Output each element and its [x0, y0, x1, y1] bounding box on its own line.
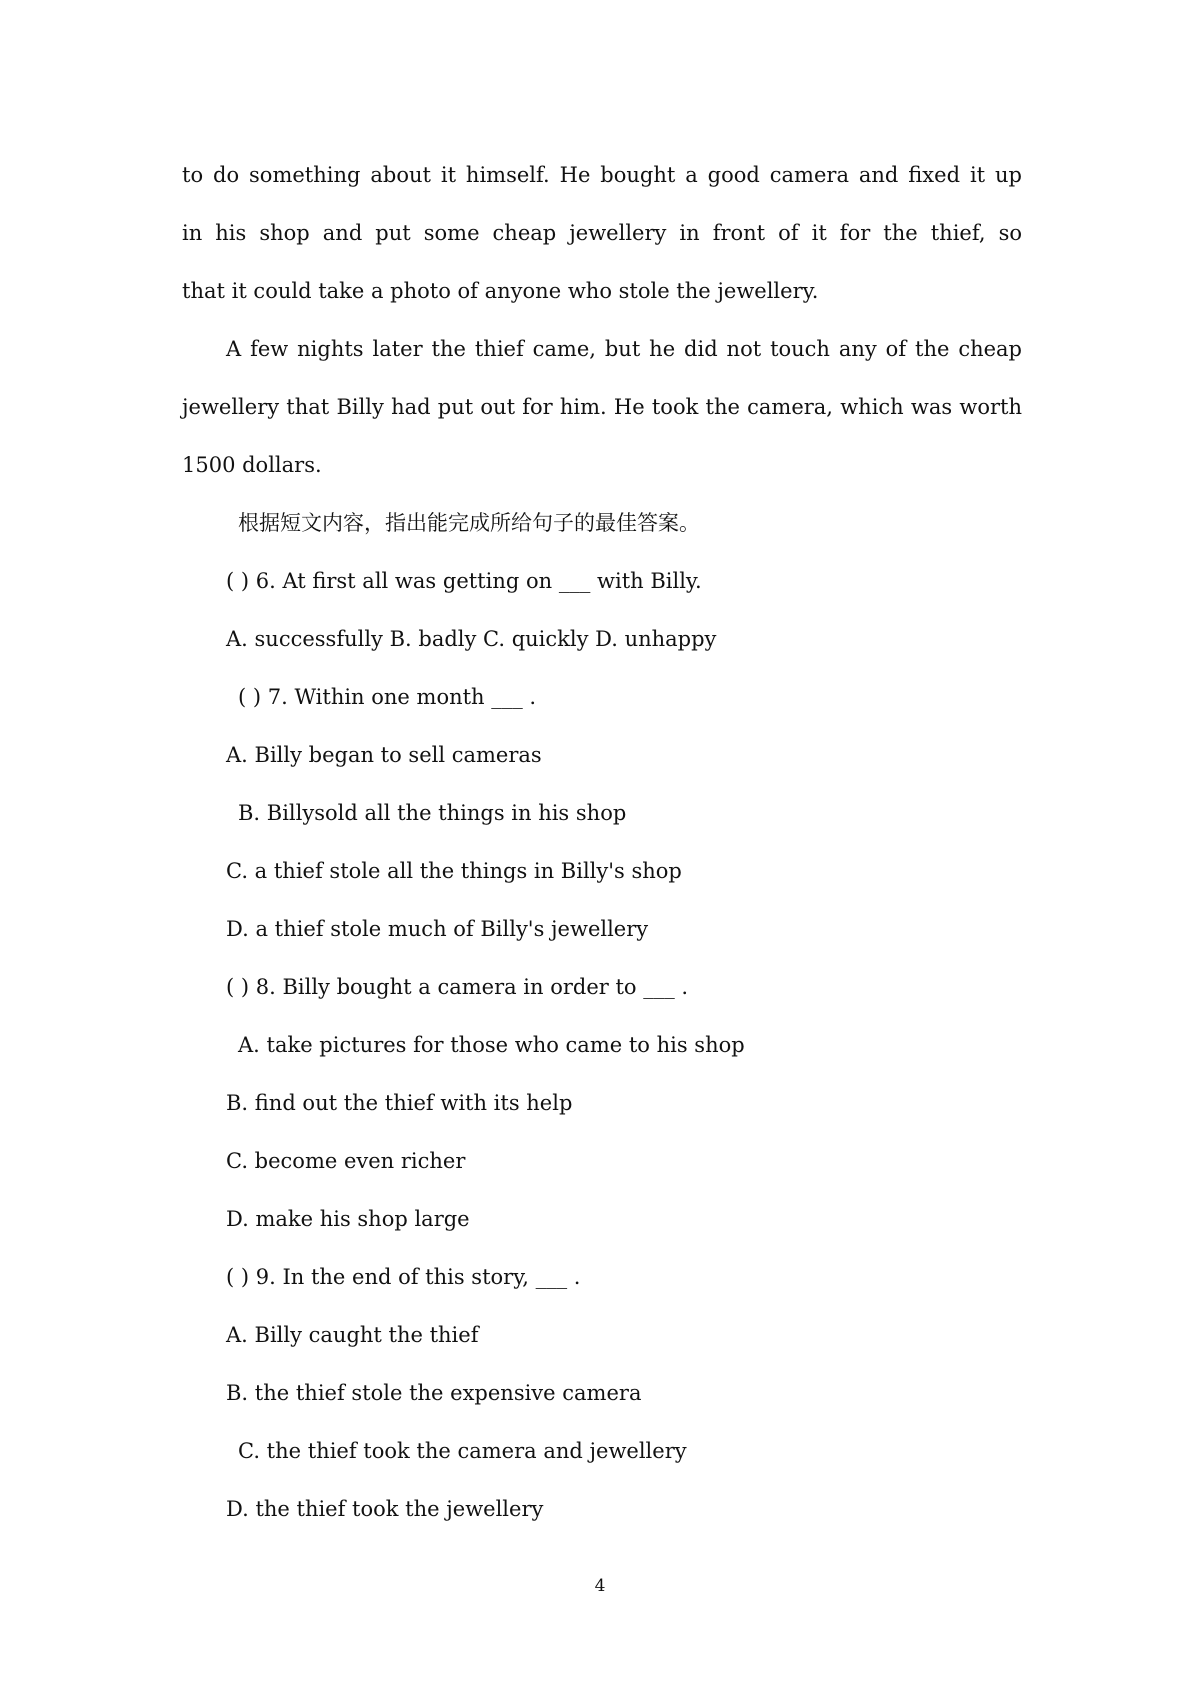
passage-line: in his shop and put some cheap jewellery in front of it for the thief, so [182, 221, 1022, 245]
passage-line: 1500 dollars. [182, 453, 322, 477]
question-8-option-c: C. become even richer [226, 1149, 466, 1173]
question-9-option-a: A. Billy caught the thief [226, 1323, 479, 1347]
question-8-stem: ( ) 8. Billy bought a camera in order to ___ . [226, 975, 689, 999]
instruction-text: 根据短文内容，指出能完成所给句子的最佳答案。 [238, 511, 700, 535]
question-9-option-c: C. the thief took the camera and jewellery [238, 1439, 687, 1463]
question-9-option-d: D. the thief took the jewellery [226, 1497, 544, 1521]
question-7-stem: ( ) 7. Within one month ___ . [238, 685, 537, 709]
passage-line: that it could take a photo of anyone who stole the jewellery. [182, 279, 819, 303]
question-7-option-b: B. Billysold all the things in his shop [238, 801, 627, 825]
question-6-options: A. successfully B. badly C. quickly D. unhappy [226, 627, 717, 651]
question-7-option-a: A. Billy began to sell cameras [226, 743, 542, 767]
question-8-option-b: B. find out the thief with its help [226, 1091, 573, 1115]
page-number: 4 [594, 1576, 606, 1596]
question-9-option-b: B. the thief stole the expensive camera [226, 1381, 642, 1405]
passage-line: jewellery that Billy had put out for him. He took the camera, which was worth [182, 395, 1022, 419]
passage-line: to do something about it himself. He bought a good camera and fixed it up [182, 163, 1022, 187]
question-7-option-d: D. a thief stole much of Billy's jewellery [226, 917, 649, 941]
question-8-option-d: D. make his shop large [226, 1207, 470, 1231]
question-9-stem: ( ) 9. In the end of this story, ___ . [226, 1265, 581, 1289]
question-7-option-c: C. a thief stole all the things in Billy's shop [226, 859, 682, 883]
passage-line: A few nights later the thief came, but he did not touch any of the cheap [226, 337, 1022, 361]
question-6-stem: ( ) 6. At first all was getting on ___ with Billy. [226, 569, 702, 593]
question-8-option-a: A. take pictures for those who came to his shop [238, 1033, 745, 1057]
